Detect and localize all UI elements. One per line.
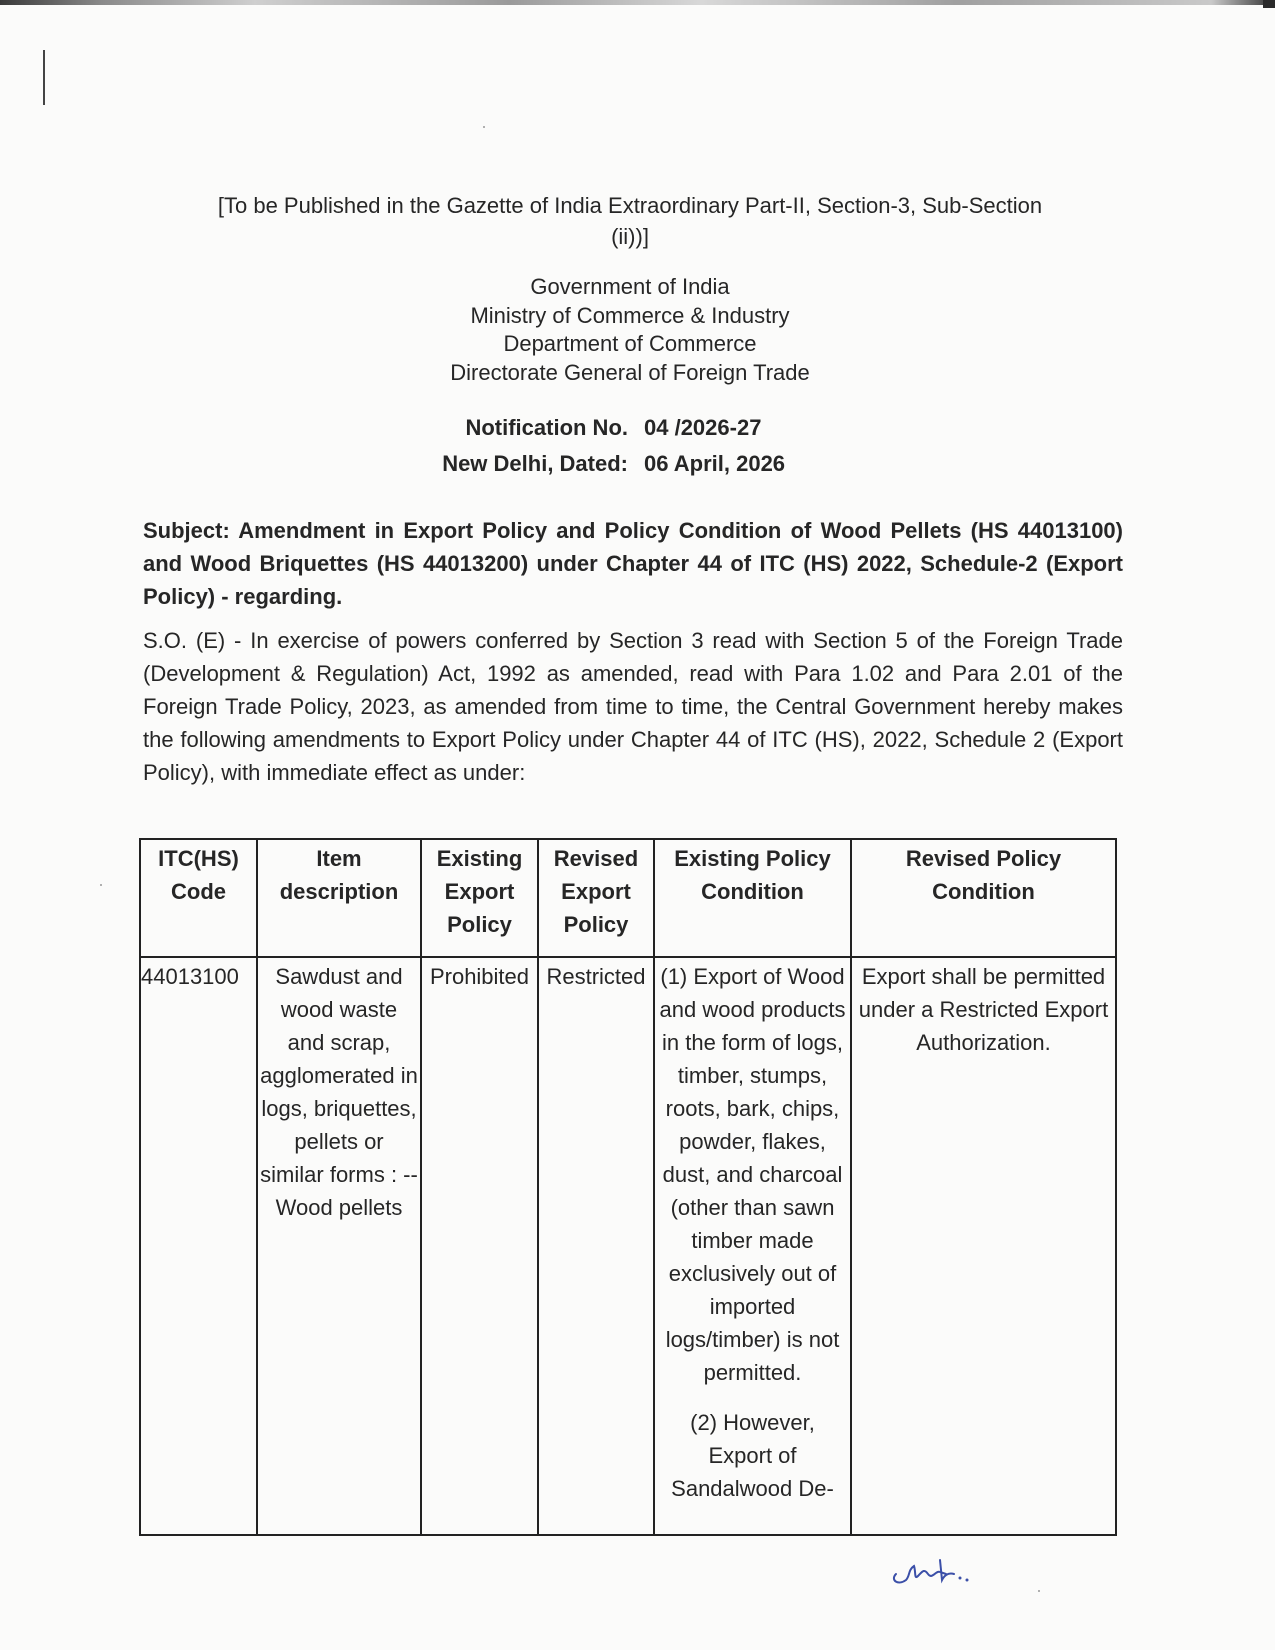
gazette-line-2: (ii))] bbox=[611, 224, 649, 249]
notification-number-label: Notification No. bbox=[465, 415, 628, 440]
table-row bbox=[140, 957, 1116, 1535]
header-item-description: Item description bbox=[257, 839, 421, 957]
notification-block bbox=[420, 410, 785, 482]
body-paragraph: S.O. (E) - In exercise of powers conferred by Section 3 read with Section 5 of the Foreign Trade (Development & Regulation) Act, 1992 as amended, read with Para 1.02 and Para 2.01 of the Foreign Trade Policy, 2023, as amended from time to time, the Central Government hereby makes the following amendments to Export Policy under Chapter 44 of ITC (HS), 2022, Schedule 2 (Export Policy), with immediate effect as under: bbox=[143, 628, 1123, 785]
cell-revised-policy-condition: Export shall be permitted under a Restricted Export Authorization. bbox=[851, 957, 1116, 1535]
org-ministry: Ministry of Commerce & Industry bbox=[470, 302, 790, 328]
existing-condition-clause-2: (2) However, Export of Sandalwood De- bbox=[671, 1410, 834, 1501]
margin-mark bbox=[43, 50, 45, 105]
org-department: Department of Commerce bbox=[503, 331, 757, 356]
cell-existing-policy-condition bbox=[654, 957, 851, 1535]
scan-speck bbox=[100, 884, 102, 886]
issuing-authority bbox=[340, 273, 920, 387]
cell-itc-hs-code: 44013100 bbox=[140, 957, 257, 1535]
header-existing-export-policy: Existing Export Policy bbox=[421, 839, 538, 957]
scan-speck bbox=[1038, 1590, 1040, 1592]
gazette-line-1: [To be Published in the Gazette of India Extraordinary Part-II, Section-3, Sub-Section bbox=[217, 193, 1043, 218]
cell-item-description: Sawdust and wood waste and scrap, agglomerated in logs, briquettes, pellets or similar forms : -- Wood pellets bbox=[257, 957, 421, 1535]
notification-date-row bbox=[420, 446, 785, 482]
subject-heading: Subject: Amendment in Export Policy and Policy Condition of Wood Pellets (HS 44013100) and Wood Briquettes (HS 44013200) under Chapter 44 of ITC (HS) 2022, Schedule-2 (Export Policy) - regarding. bbox=[143, 518, 1123, 609]
scan-speck bbox=[483, 126, 485, 128]
org-government: Government of India bbox=[530, 274, 730, 299]
notification-number-row bbox=[420, 410, 785, 446]
table-header-row bbox=[140, 839, 1116, 957]
header-revised-export-policy: Revised Export Policy bbox=[538, 839, 654, 957]
scan-edge-top bbox=[0, 0, 1275, 5]
policy-amendment-table bbox=[139, 838, 1117, 1536]
header-revised-policy-condition: Revised Policy Condition bbox=[851, 839, 1116, 957]
scan-edge-corner bbox=[1263, 0, 1275, 8]
header-existing-policy-condition: Existing Policy Condition bbox=[654, 839, 851, 957]
notification-number-value: 04 /2026-27 bbox=[644, 415, 762, 440]
org-directorate: Directorate General of Foreign Trade bbox=[450, 359, 810, 385]
cell-revised-export-policy: Restricted bbox=[538, 957, 654, 1535]
notification-date-label: New Delhi, Dated: bbox=[442, 451, 628, 476]
gazette-publication-note bbox=[140, 190, 1120, 252]
signature-initials-icon bbox=[888, 1550, 998, 1590]
existing-condition-clause-1: (1) Export of Wood and wood products in the form of logs, timber, stumps, roots, bark, chips, powder, flakes, dust, and charcoal (other than sawn timber made exclusively out of imported logs/timber) is not permitted. bbox=[659, 964, 846, 1385]
header-itc-hs-code: ITC(HS) Code bbox=[140, 839, 257, 957]
notification-date-value: 06 April, 2026 bbox=[644, 451, 786, 476]
cell-existing-export-policy: Prohibited bbox=[421, 957, 538, 1535]
